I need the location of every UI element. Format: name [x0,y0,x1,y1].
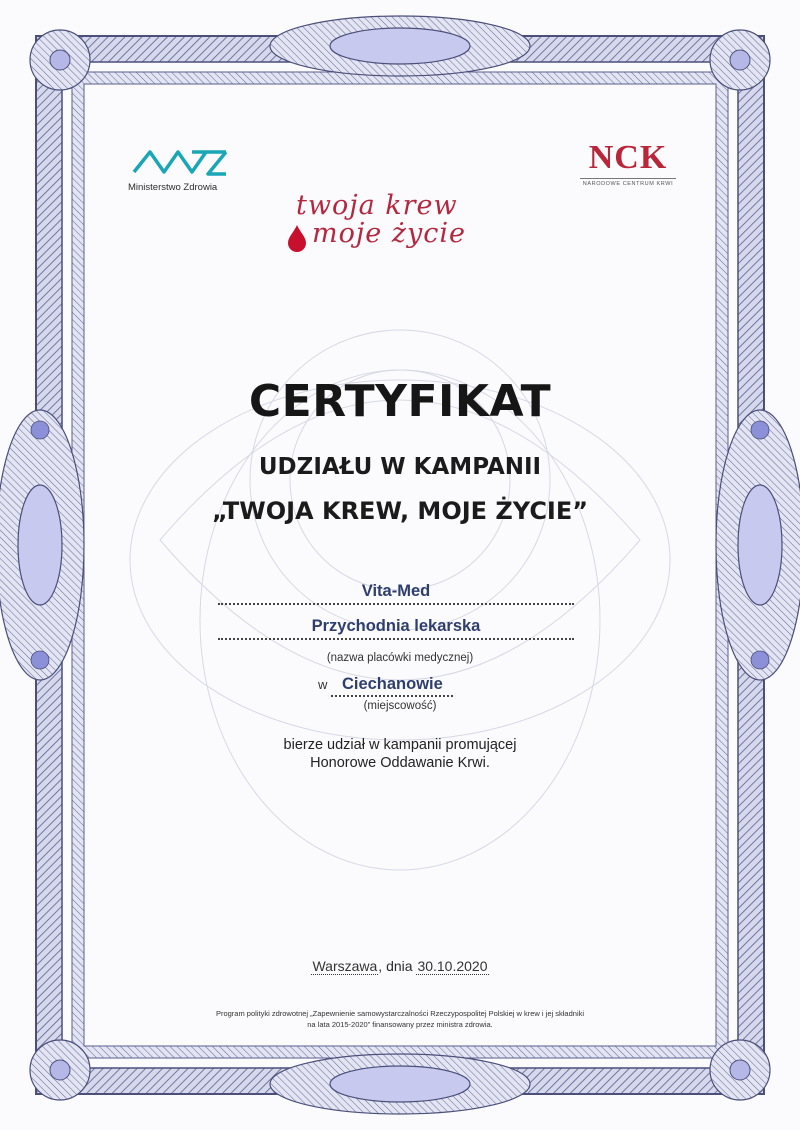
location-caption: (miejscowość) [363,700,437,712]
statement-line2: Honorowe Oddawanie Krwi. [310,755,490,771]
location-city: Ciechanowie [331,675,453,697]
blood-drop-icon [286,224,308,252]
campaign-logo-line1: twoja krew [296,190,458,221]
footnote-line1: Program polityki zdrowotnej „Zapewnienie samowystarczalności Rzeczypospolitej Polskiej w krew i jej składniki [215,1009,585,1018]
campaign-logo [282,190,532,260]
location-row [318,675,453,697]
facility-caption: (nazwa placówki medycznej) [326,652,474,664]
nck-wordmark: NCK [588,139,668,176]
signature-date: 30.10.2020 [417,958,488,974]
certificate-subtitle-2: „TWOJA KREW, MOJE ŻYCIE” [211,497,589,525]
facility-name-line2: Przychodnia lekarska [218,617,574,640]
certificate-subtitle-1: UDZIAŁU W KAMPANII [258,454,542,480]
campaign-logo-line2: moje życie [312,218,467,249]
nck-subtitle: NARODOWE CENTRUM KRWI [580,178,676,187]
program-footnote [180,1008,620,1030]
footnote-line2: na lata 2015-2020” finansowany przez ministra zdrowia. [307,1020,493,1029]
statement-line1: bierze udział w kampanii promującej [283,737,517,753]
nck-logo [580,140,676,196]
signature-place: Warszawa [312,958,378,974]
mz-zigzag-logo-icon [128,146,228,180]
ministry-logo [128,146,238,196]
certificate-title: CERTYFIKAT [248,376,552,427]
participation-statement [0,736,800,772]
ministry-logo-caption: Ministerstwo Zdrowia [128,182,218,193]
place-date-line [0,958,800,974]
date-label: , dnia [378,958,413,974]
location-prefix: w [318,677,328,692]
facility-name-line1: Vita-Med [218,582,574,605]
